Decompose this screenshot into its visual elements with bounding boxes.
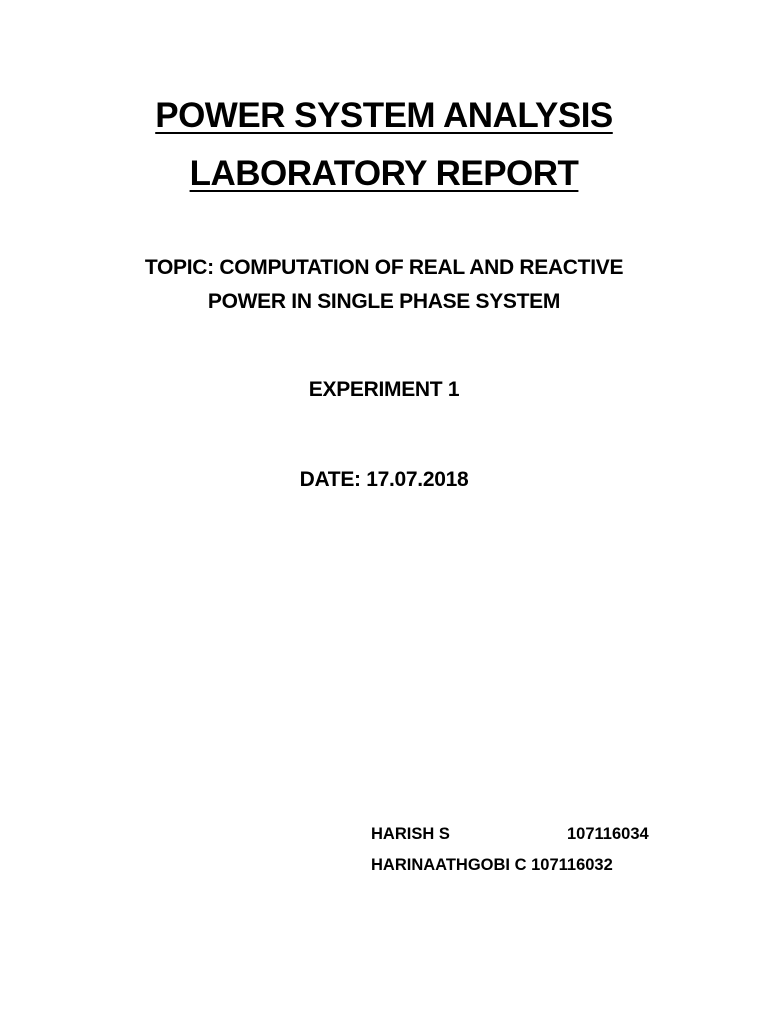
authors-block: [371, 819, 649, 881]
topic-line-2: POWER IN SINGLE PHASE SYSTEM: [207, 290, 561, 313]
report-date: DATE: 17.07.2018: [299, 468, 469, 491]
report-title-line-2: [0, 154, 768, 194]
report-title-text-1: POWER SYSTEM ANALYSIS: [155, 96, 613, 135]
topic-line-1: TOPIC: COMPUTATION OF REAL AND REACTIVE: [144, 256, 624, 279]
author-name: HARISH S: [371, 825, 450, 843]
author-name: HARINAATHGOBI C: [371, 856, 532, 874]
experiment-number: EXPERIMENT 1: [308, 378, 460, 401]
author-roll-number: 107116032: [531, 856, 613, 874]
author-row: [371, 850, 613, 881]
report-title-text-2: LABORATORY REPORT: [189, 154, 579, 193]
author-row: [371, 819, 649, 850]
author-roll-number: 107116034: [567, 825, 649, 843]
report-title-line-1: [0, 96, 768, 136]
